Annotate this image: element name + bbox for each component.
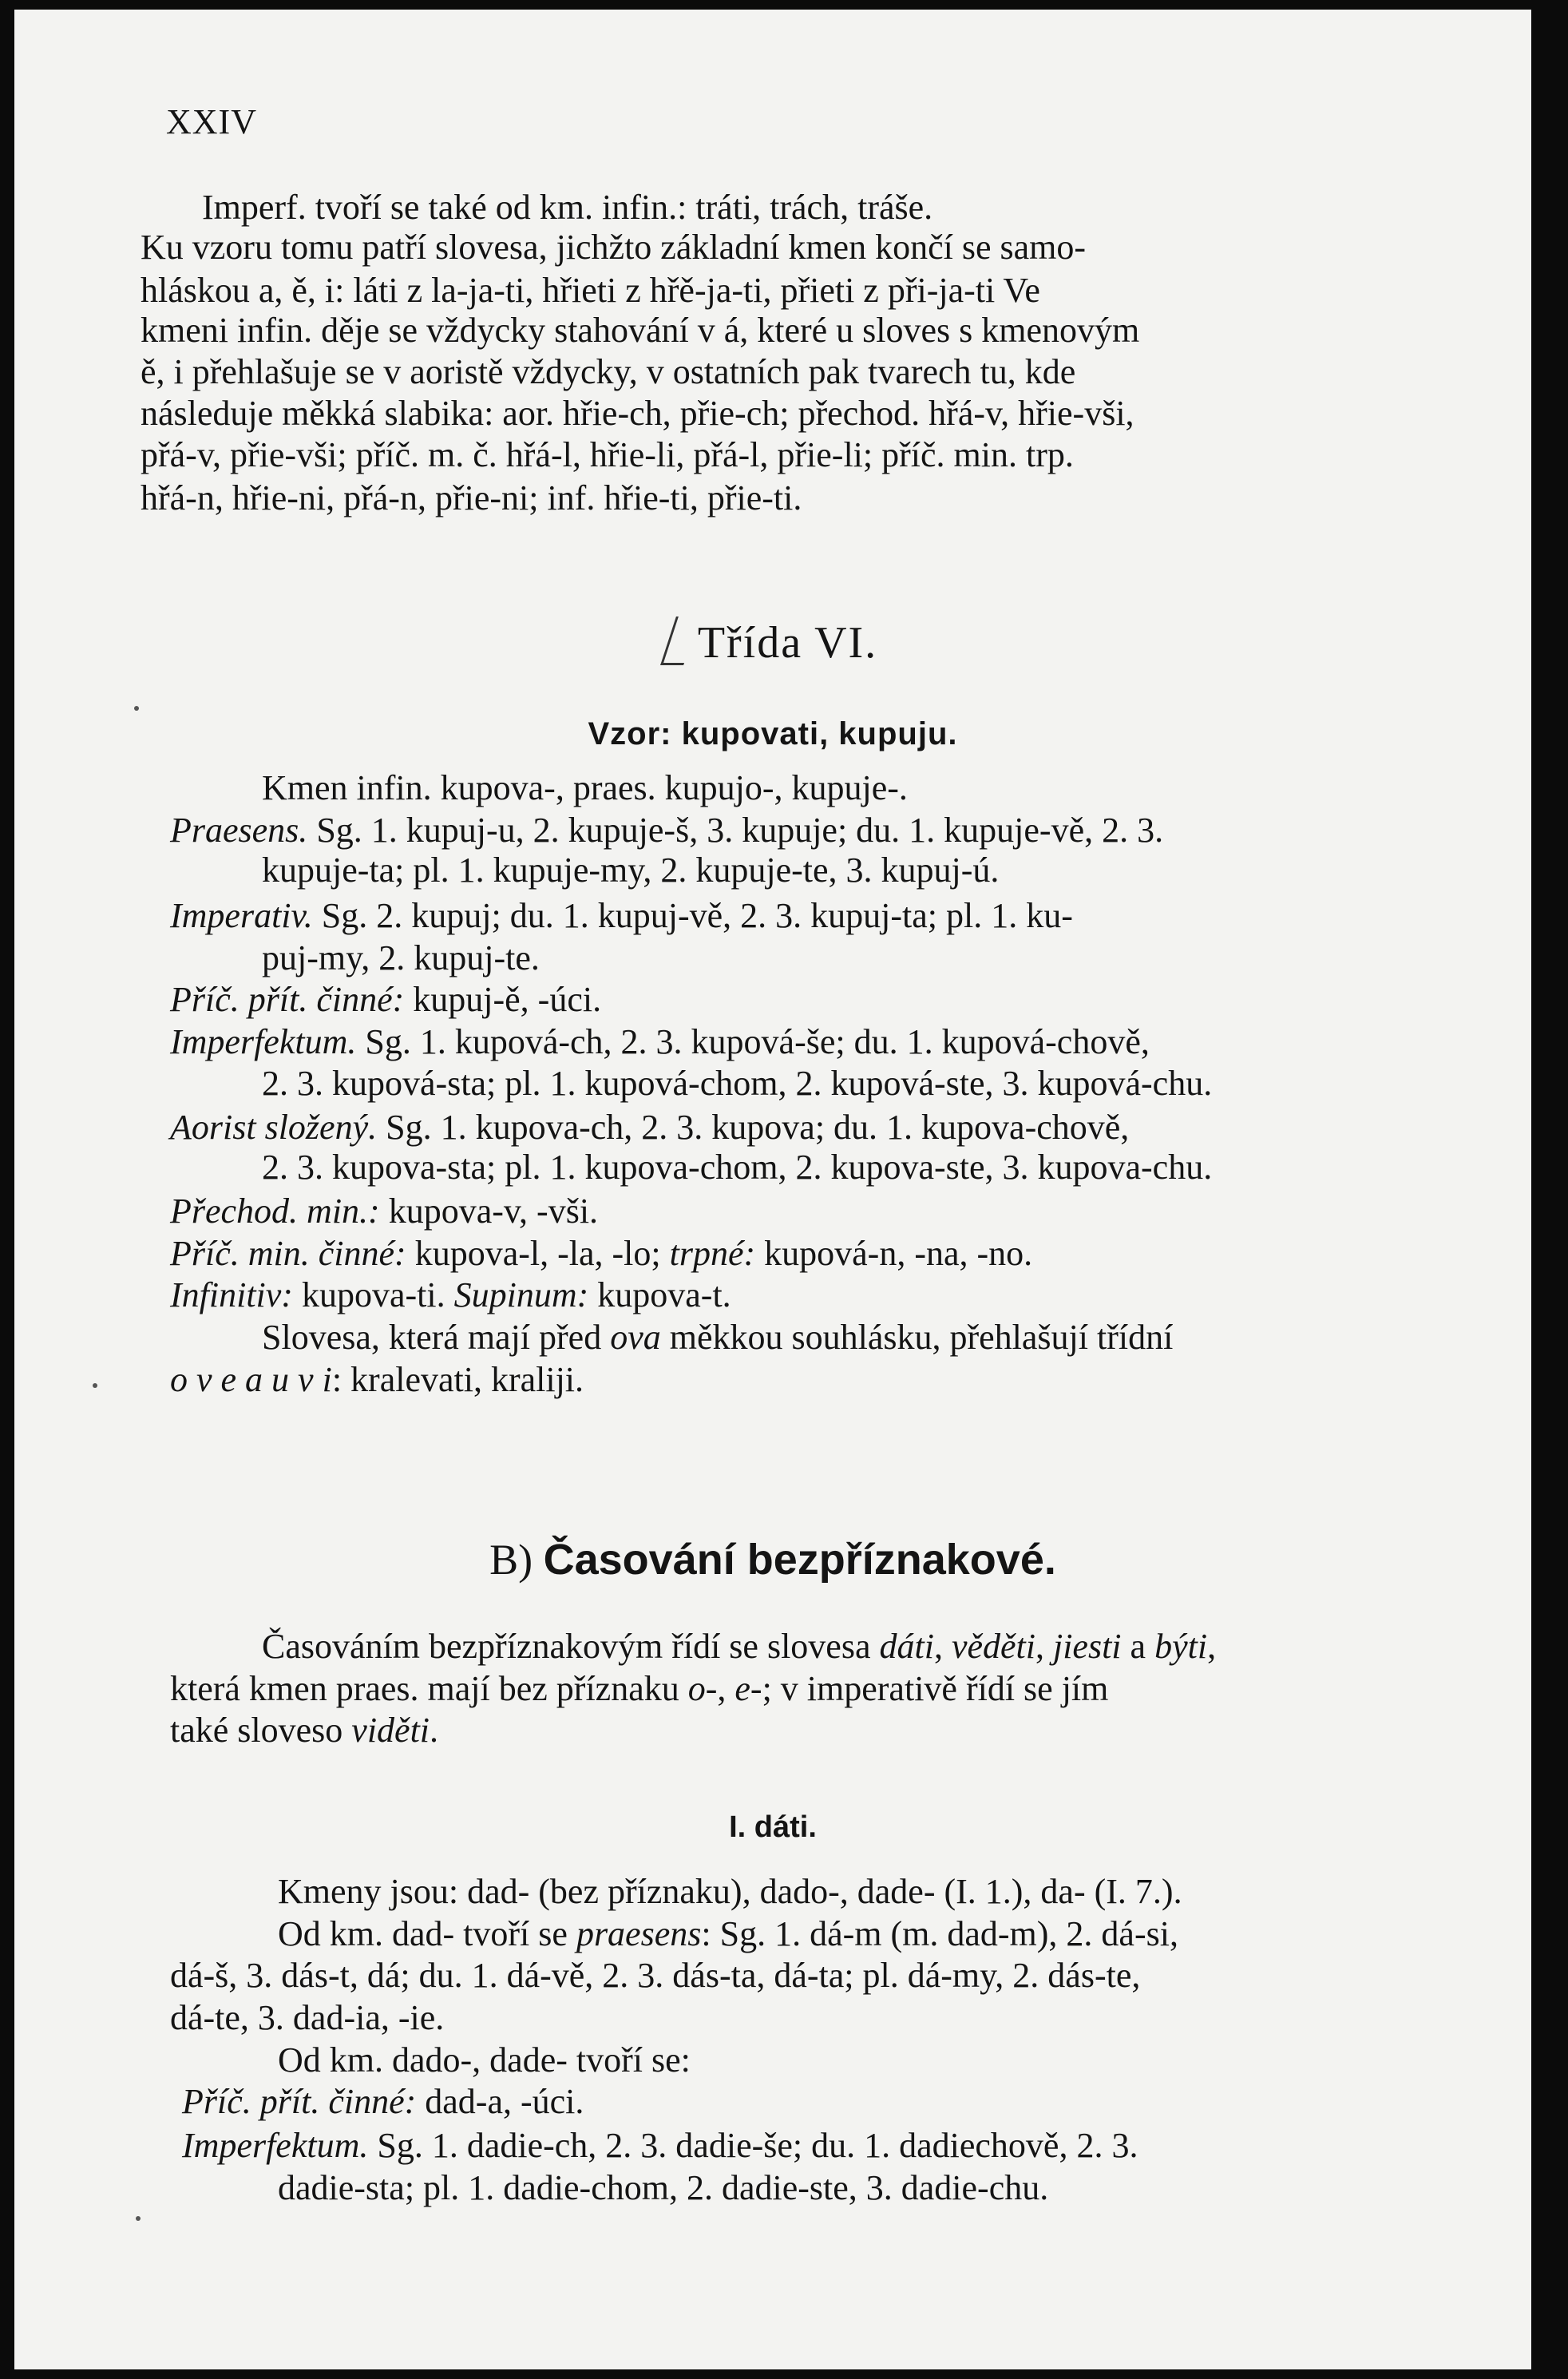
italic-term: o-: [687, 1669, 718, 1708]
section-letter: B): [489, 1536, 533, 1584]
italic-term: Slovesa, která mají před: [262, 1318, 611, 1357]
text-run: kupová-n, -na, -no.: [755, 1234, 1033, 1273]
italic-term: Aorist složený.: [170, 1108, 378, 1147]
italic-term: Imperativ.: [170, 896, 313, 935]
text-line: [278, 1913, 1459, 1955]
text-run: také sloveso: [170, 1711, 352, 1750]
italic-term: trpné:: [669, 1234, 756, 1273]
class-heading: [14, 617, 1531, 668]
text-run: kupova-l, -la, -lo;: [406, 1234, 670, 1273]
italic-term: Infinitiv:: [170, 1275, 293, 1314]
text-run: : kralevati, kraliji.: [331, 1360, 584, 1399]
text-run: Sg. 1. dadie-ch, 2. 3. dadie-še; du. 1. dadiechově, 2. 3.: [368, 2126, 1138, 2165]
text-run: kupova-t.: [588, 1275, 731, 1314]
text-line: přá-v, přie-vši; příč. m. č. hřá-l, hřie-li, přá-l, přie-li; příč. min. trp.: [141, 435, 1074, 474]
page-number: XXIV: [166, 102, 257, 141]
italic-term: měkkou souhlásku, přehlašují třídní: [660, 1318, 1174, 1357]
text-line: dá-te, 3. dad-ia, -ie.: [170, 1998, 445, 2037]
text-run: ,: [717, 1669, 735, 1708]
text-line: [170, 1191, 693, 1232]
text-line: Imperf. tvoří se také od km. infin.: tráti, trách, tráše.: [202, 188, 933, 227]
italic-term: Příč. přít. činné:: [170, 980, 405, 1019]
text-run: praesens: [576, 1914, 702, 1953]
speck: [93, 1383, 97, 1388]
section-title: Časování bezpříznakové.: [543, 1536, 1056, 1584]
text-line: dá-š, 3. dás-t, dá; du. 1. dá-vě, 2. 3. dás-ta, dá-ta; pl. dá-my, 2. dás-te,: [170, 1956, 1141, 1995]
book-page: [14, 10, 1531, 2369]
text-line: Kmeny jsou: dad- (bez příznaku), dado-, dade- (I. 1.), da- (I. 7.).: [278, 1872, 1182, 1911]
text-run: kupova-v, -vši.: [379, 1191, 599, 1231]
text-line: [182, 2081, 677, 2123]
italic-term: věděti: [951, 1627, 1035, 1666]
italic-term: Supinum:: [453, 1275, 589, 1314]
text-line: [170, 1359, 809, 1401]
text-line: Od km. dado-, dade- tvoří se:: [278, 2040, 691, 2080]
speck: [134, 706, 139, 711]
text-line: [170, 1668, 1471, 1710]
italic-term: jiesti: [1052, 1627, 1122, 1666]
italic-term: Od km. dad- tvoří se: [278, 1914, 576, 1953]
italic-term: Imperfektum.: [170, 1022, 357, 1061]
text-line: 2. 3. kupova-sta; pl. 1. kupova-chom, 2. kupova-ste, 3. kupova-chu.: [262, 1148, 1213, 1187]
italic-term: Praesens.: [170, 811, 308, 850]
text-line: dadie-sta; pl. 1. dadie-chom, 2. dadie-ste, 3. dadie-chu.: [278, 2168, 1049, 2207]
text-line: Kmen infin. kupova-, praes. kupujo-, kupuje-.: [262, 768, 908, 807]
text-run: Sg. 1. kupova-ch, 2. 3. kupova; du. 1. kupova-chově,: [377, 1108, 1130, 1147]
class-heading-text: Třída VI.: [697, 618, 878, 668]
text-run: a: [1121, 1627, 1155, 1666]
text-line: 2. 3. kupová-sta; pl. 1. kupová-chom, 2. kupová-ste, 3. kupová-chu.: [262, 1064, 1213, 1103]
italic-term: viděti: [351, 1711, 430, 1750]
italic-term: e-: [735, 1669, 762, 1708]
text-line: [262, 1317, 1467, 1358]
text-line: následuje měkká slabika: aor. hřie-ch, přie-ch; přechod. hřá-v, hřie-vši,: [141, 394, 1134, 433]
text-line: puj-my, 2. kupuj-te.: [262, 938, 540, 977]
pencil-mark-icon: [660, 617, 699, 665]
italic-term: o v e a u v i: [170, 1360, 332, 1399]
text-run: Sg. 1. kupová-ch, 2. 3. kupová-še; du. 1. kupová-chově,: [356, 1022, 1150, 1061]
text-line: [170, 1021, 1483, 1063]
text-line: [170, 810, 1479, 851]
text-line: [182, 2125, 1459, 2167]
text-line: ě, i přehlašuje se v aoristě vždycky, v ostatních pak tvarech tu, kde: [141, 352, 1076, 391]
section-b-heading: [14, 1535, 1531, 1584]
text-line: [170, 1233, 1216, 1275]
text-run: ova: [610, 1318, 661, 1357]
text-run: ; v imperativě řídí se jím: [762, 1669, 1109, 1708]
text-line: Ku vzoru tomu patří slovesa, jichžto základní kmen končí se samo-: [141, 228, 1087, 267]
text-run: ,: [1035, 1627, 1053, 1666]
text-run: Sg. 2. kupuj; du. 1. kupuj-vě, 2. 3. kupuj-ta; pl. 1. ku-: [312, 896, 1073, 935]
text-line: [262, 1626, 1467, 1667]
text-run: ,: [933, 1627, 952, 1666]
text-run: která kmen praes. mají bez příznaku: [170, 1669, 688, 1708]
italic-term: Příč. přít. činné:: [182, 2082, 417, 2121]
text-line: kupuje-ta; pl. 1. kupuje-my, 2. kupuje-te, 3. kupuj-ú.: [262, 850, 1000, 890]
text-line: [170, 1275, 968, 1316]
text-line: [170, 979, 761, 1021]
speck: [136, 2216, 141, 2221]
text-line: kmeni infin. děje se vždycky stahování v á, které u sloves s kmenovým: [141, 311, 1140, 350]
text-run: .: [430, 1711, 439, 1750]
text-run: Časováním bezpříznakovým řídí se slovesa: [262, 1627, 880, 1666]
text-line: hřá-n, hřie-ni, přá-n, přie-ni; inf. hřie-ti, přie-ti.: [141, 478, 802, 517]
text-run: kupuj-ě, -úci.: [404, 980, 602, 1019]
text-run: Sg. 1. kupuj-u, 2. kupuje-š, 3. kupuje; du. 1. kupuje-vě, 2. 3.: [307, 811, 1164, 850]
text-line: hláskou a, ě, i: láti z la-ja-ti, hřieti z hřě-ja-ti, přieti z při-ja-ti Ve: [141, 271, 1040, 310]
italic-term: Imperfektum.: [182, 2126, 369, 2165]
pattern-heading: Vzor: kupovati, kupuju.: [588, 716, 958, 751]
text-run: dad-a, -úci.: [416, 2082, 584, 2121]
italic-term: Přechod. min.:: [170, 1191, 380, 1231]
italic-term: dáti: [879, 1627, 934, 1666]
italic-term: býti: [1154, 1627, 1208, 1666]
text-line: [170, 1107, 1479, 1148]
text-run: kupova-ti.: [292, 1275, 454, 1314]
text-run: ,: [1207, 1627, 1217, 1666]
dati-heading: I. dáti.: [729, 1810, 817, 1844]
italic-term: Příč. min. činné:: [170, 1234, 406, 1273]
text-line: [170, 895, 1479, 937]
text-line: [170, 1710, 501, 1751]
italic-term: : Sg. 1. dá-m (m. dad-m), 2. dá-si,: [701, 1914, 1178, 1953]
